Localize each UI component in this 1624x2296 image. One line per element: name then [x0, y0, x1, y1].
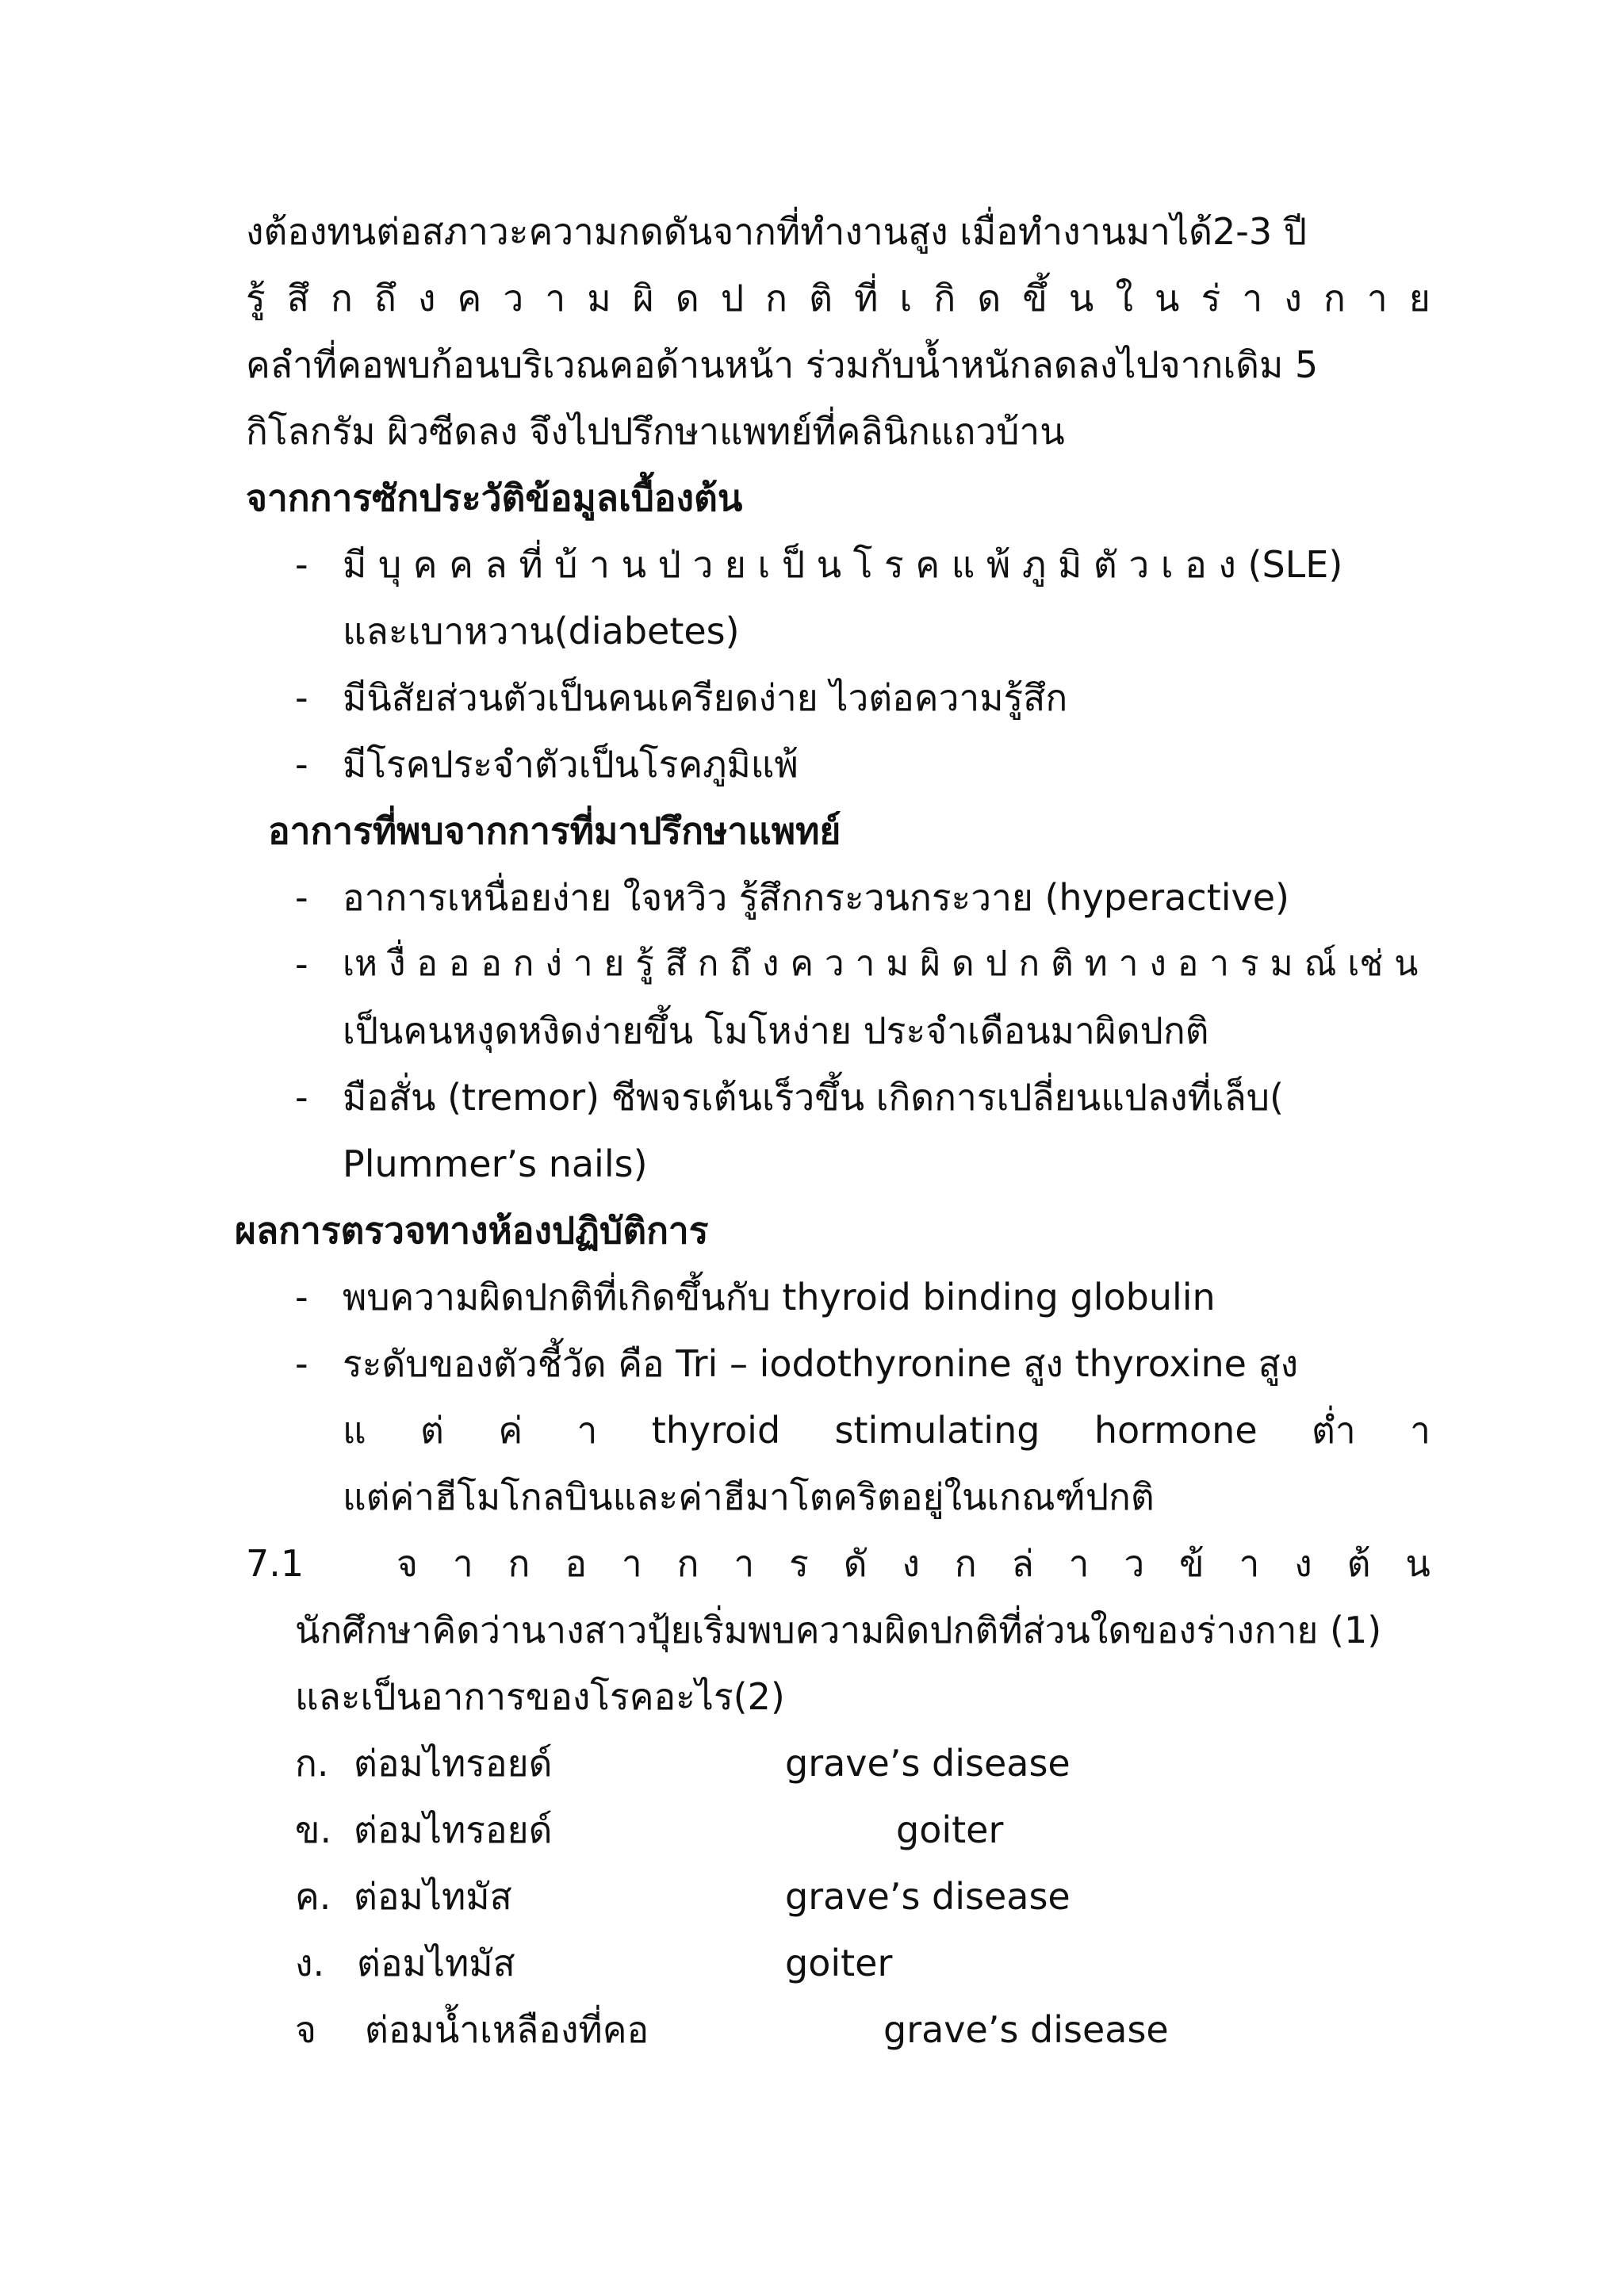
- intro-line-2-segment: ร่: [1201, 277, 1221, 320]
- option-e-label: จ: [295, 2008, 316, 2051]
- question-line-1-segment: ก: [508, 1542, 530, 1585]
- intro-line-2-segment: ติ: [809, 277, 833, 320]
- option-d-label: ง.: [295, 1942, 325, 1984]
- question-line-1-segment: ง: [902, 1542, 920, 1585]
- question-line-1-segment: ก: [676, 1542, 699, 1585]
- history-item-3: มีโรคประจำตัวเป็นโรคภูมิแพ้: [343, 743, 799, 786]
- intro-line-2-segment: ถึ: [373, 277, 396, 320]
- intro-line-2-segment: ขึ้: [1022, 277, 1048, 320]
- intro-line-2-segment: า: [1366, 277, 1388, 320]
- intro-line-2-segment: ง: [1284, 277, 1302, 320]
- question-line-1-segment: ว: [1124, 1542, 1145, 1585]
- question-line-1-segment: า: [621, 1542, 642, 1585]
- intro-line-2-segment: า: [1242, 277, 1263, 320]
- lab-item-2-line-2-segment: ค่: [498, 1409, 523, 1452]
- option-d-disease: goiter: [785, 1942, 893, 1984]
- history-item-2-bullet: -: [295, 676, 308, 719]
- option-d-organ: ต่อมไทมัส: [357, 1942, 515, 1984]
- history-item-3-bullet: -: [295, 743, 308, 786]
- lab-item-2-line-2-segment: ต่ำ: [1312, 1409, 1356, 1452]
- question-line-1-segment: ล่: [1011, 1542, 1034, 1585]
- question-line-3: และเป็นอาการของโรคอะไร(2): [295, 1675, 785, 1718]
- question-number: 7.1: [246, 1542, 304, 1585]
- intro-line-4: กิโลกรัม ผิวซีดลง จึงไปปรึกษาแพทย์ที่คลินิกแถวบ้าน: [246, 410, 1065, 453]
- history-heading: จากการซักประวัติข้อมูลเบื้องต้น: [246, 476, 743, 519]
- history-item-1-line-1: มี บุ ค ค ล ที่ บ้ า น ป่ ว ย เ ป็ น โ ร ค แ พ้ ภู มิ ตั ว เ อ ง (SLE): [343, 543, 1343, 586]
- symptoms-item-2-line-2: เป็นคนหงุดหงิดง่ายขึ้น โมโหง่าย ประจำเดือนมาผิดปกติ: [343, 1009, 1209, 1052]
- history-item-1-line-2: และเบาหวาน(diabetes): [343, 610, 740, 652]
- question-line-2: นักศึกษาคิดว่านางสาวปุ้ยเริ่มพบความผิดปกติที่ส่วนใดของร่างกาย (1): [295, 1609, 1382, 1651]
- option-b-disease: goiter: [896, 1808, 1004, 1851]
- lab-item-2-line-2-segment: hormone: [1094, 1409, 1258, 1452]
- intro-line-2-segment: ก: [331, 277, 353, 320]
- lab-item-2-bullet: -: [295, 1342, 308, 1385]
- question-line-1-segment: น: [1405, 1542, 1431, 1585]
- question-line-1-segment: ง: [1294, 1542, 1312, 1585]
- symptoms-item-2-line-1: เห งื่ อ อ อ ก ง่ า ย รู้ สึ ก ถึ ง ค ว า ม ผิ ด ป ก ติ ท า ง อ า ร ม ณ์ เช่ น: [343, 943, 1419, 984]
- intro-line-2-segment: ใ: [1115, 277, 1133, 320]
- option-b-label: ข.: [295, 1808, 332, 1851]
- option-b-organ: ต่อมไทรอยด์: [354, 1808, 553, 1851]
- question-line-1-segment: ต้: [1346, 1542, 1371, 1585]
- question-line-1-segment: ข้: [1179, 1542, 1205, 1585]
- option-c-disease: grave’s disease: [785, 1875, 1071, 1918]
- intro-line-2-segment: ว: [503, 277, 524, 320]
- lab-heading: ผลการตรวจทางห้องปฏิบัติการ: [235, 1209, 709, 1252]
- lab-item-2-line-3: แต่ค่าฮีโมโกลบินและค่าฮีมาโตคริตอยู่ในเกณฑ์ปกติ: [343, 1475, 1155, 1518]
- option-a-organ: ต่อมไทรอยด์: [354, 1742, 553, 1785]
- lab-item-2-line-2-segment: stimulating: [834, 1409, 1040, 1452]
- intro-line-2-segment: ผิ: [632, 277, 654, 320]
- question-line-1-segment: า: [1239, 1542, 1260, 1585]
- intro-line-3: คลำที่คอพบก้อนบริเวณคอด้านหน้า ร่วมกับน้ำหนักลดลงไปจากเดิม 5: [246, 343, 1319, 386]
- intro-line-2-segment: ก: [765, 277, 787, 320]
- intro-line-2-segment: ม: [587, 277, 611, 320]
- symptoms-item-1-bullet: -: [295, 876, 308, 919]
- symptoms-item-1: อาการเหนื่อยง่าย ใจหวิว รู้สึกกระวนกระวาย (hyperactive): [343, 876, 1289, 919]
- intro-line-2-segment: ด: [675, 277, 699, 320]
- option-c-organ: ต่อมไทมัส: [354, 1875, 512, 1918]
- intro-line-2-segment: ด: [977, 277, 1002, 320]
- symptoms-item-3-bullet: -: [295, 1076, 308, 1119]
- intro-line-2-segment: สึ: [286, 277, 309, 320]
- question-line-1-segment: า: [733, 1542, 755, 1585]
- option-e-organ: ต่อมน้ำเหลืองที่คอ: [365, 2008, 649, 2051]
- intro-line-2-segment: ย: [1408, 277, 1431, 320]
- option-a-disease: grave’s disease: [785, 1742, 1071, 1785]
- lab-item-2-line-2-segment: า: [1410, 1409, 1431, 1452]
- question-line-1: [396, 1540, 1431, 1587]
- option-e-disease: grave’s disease: [883, 2008, 1169, 2051]
- lab-item-2-line-1: ระดับของตัวชี้วัด คือ Tri – iodothyronine สูง thyroxine สูง: [343, 1342, 1299, 1385]
- lab-item-1-bullet: -: [295, 1276, 308, 1318]
- symptoms-item-3-line-1: มือสั่น (tremor) ชีพจรเต้นเร็วขึ้น เกิดการเปลี่ยนแปลงที่เล็บ(: [343, 1076, 1284, 1119]
- intro-line-2-segment: ค: [457, 277, 482, 320]
- symptoms-heading: อาการที่พบจากการที่มาปรึกษาแพทย์: [268, 809, 841, 852]
- intro-line-2-segment: ป: [720, 277, 745, 320]
- lab-item-2-line-2-segment: แ: [343, 1409, 366, 1452]
- question-line-1-segment: ดั: [843, 1542, 868, 1585]
- option-a-label: ก.: [295, 1742, 329, 1785]
- lab-item-2-line-2-segment: า: [576, 1409, 598, 1452]
- intro-line-2-segment: น: [1155, 277, 1180, 320]
- lab-item-2-line-2-segment: ต่: [420, 1409, 444, 1452]
- question-line-1-segment: า: [1068, 1542, 1090, 1585]
- symptoms-item-2-bullet: -: [295, 943, 308, 985]
- lab-item-1: พบความผิดปกติที่เกิดขึ้นกับ thyroid binding globulin: [343, 1276, 1216, 1318]
- question-line-1-segment: า: [452, 1542, 473, 1585]
- question-line-1-segment: อ: [565, 1542, 587, 1585]
- intro-line-2-segment: กิ: [933, 277, 956, 320]
- intro-line-2-segment: รู้: [246, 277, 266, 320]
- intro-line-2-segment: ก: [1323, 277, 1346, 320]
- intro-line-2-segment: เ: [899, 277, 913, 320]
- intro-line-2-segment: น: [1068, 277, 1094, 320]
- intro-line-2-segment: ที่: [854, 277, 879, 320]
- intro-line-1: งต้องทนต่อสภาวะความกดดันจากที่ทำงานสูง เมื่อทำงานมาได้2-3 ปี: [246, 210, 1307, 253]
- history-item-2: มีนิสัยส่วนตัวเป็นคนเครียดง่าย ไวต่อความรู้สึก: [343, 676, 1068, 719]
- question-line-1-segment: จ: [396, 1542, 418, 1585]
- symptoms-item-3-line-2: Plummer’s nails): [343, 1142, 648, 1185]
- history-item-1-bullet: -: [295, 543, 308, 586]
- lab-item-2-line-2: [343, 1406, 1431, 1454]
- intro-line-2-segment: ง: [417, 277, 436, 320]
- question-line-1-segment: ร: [789, 1542, 809, 1585]
- intro-line-2: [246, 274, 1431, 322]
- lab-item-2-line-2-segment: thyroid: [651, 1409, 781, 1452]
- question-line-1-segment: ก: [954, 1542, 977, 1585]
- option-c-label: ค.: [295, 1875, 331, 1918]
- intro-line-2-segment: า: [545, 277, 566, 320]
